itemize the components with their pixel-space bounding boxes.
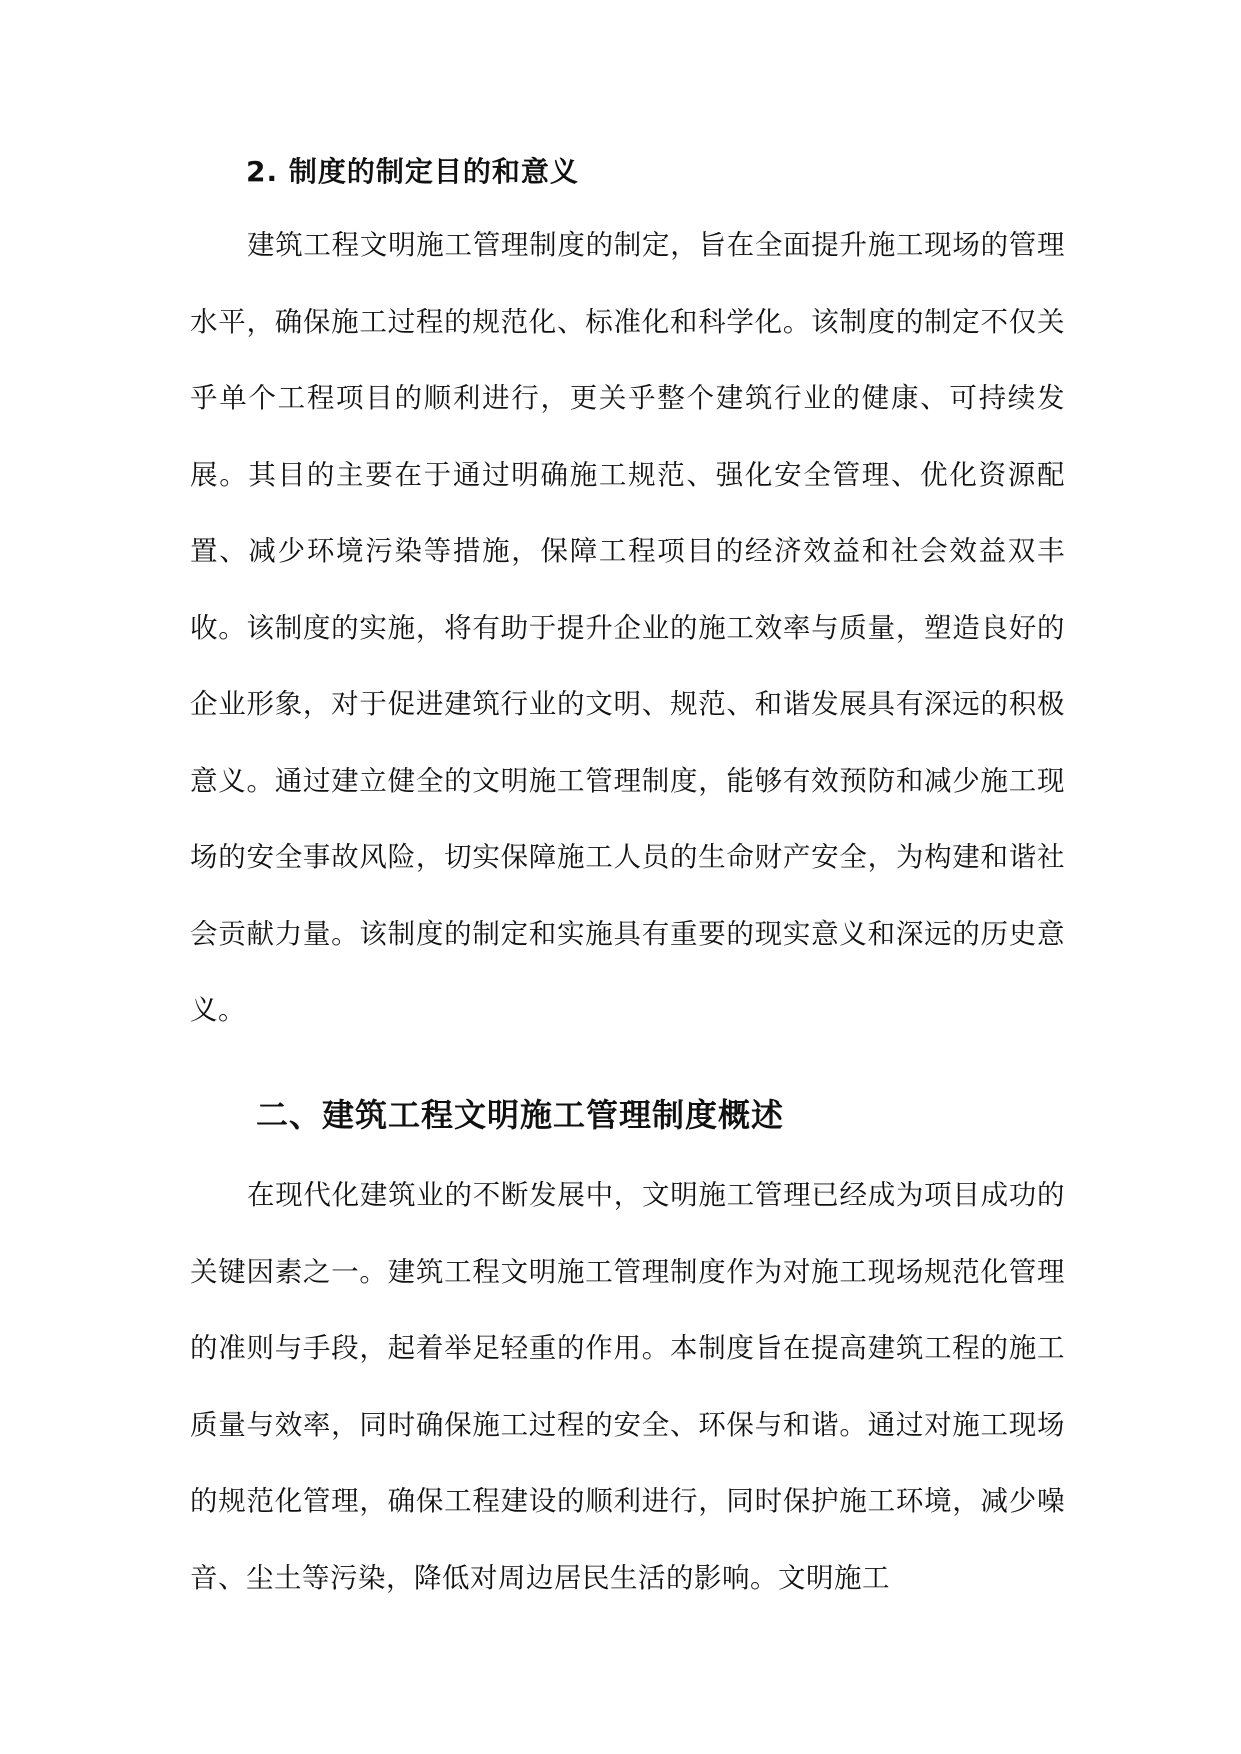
body-paragraph-overview: 在现代化建筑业的不断发展中，文明施工管理已经成为项目成功的关键因素之一。建筑工程文明施工管理制度作为对施工现场规范化管理的准则与手段，起着举足轻重的作用。本制度旨在提高建筑工程的施工质量与效率，同时确保施工过程的安全、环保与和谐。通过对施工现场的规范化管理，确保工程建设的顺利进行，同时保护施工环境，减少噪音、尘土等污染，降低对周边居民生活的影响。文明施工 [190,1179,1065,1594]
chapter-heading: 二、建筑工程文明施工管理制度概述 [256,1096,785,1134]
body-paragraph-purpose: 建筑工程文明施工管理制度的制定，旨在全面提升施工现场的管理水平，确保施工过程的规范化、标准化和科学化。该制度的制定不仅关乎单个工程项目的顺利进行，更关乎整个建筑行业的健康、可持续发展。其目的主要在于通过明确施工规范、强化安全管理、优化资源配置、减少环境污染等措施，保障工程项目的经济效益和社会效益双丰收。该制度的实施，将有助于提升企业的施工效率与质量，塑造良好的企业形象，对于促进建筑行业的文明、规范、和谐发展具有深远的积极意义。通过建立健全的文明施工管理制度，能够有效预防和减少施工现场的安全事故风险，切实保障施工人员的生命财产安全，为构建和谐社会贡献力量。该制度的制定和实施具有重要的现实意义和深远的历史意义。 [190,229,1065,1026]
section-subheading: 2. 制度的制定目的和意义 [246,155,579,188]
